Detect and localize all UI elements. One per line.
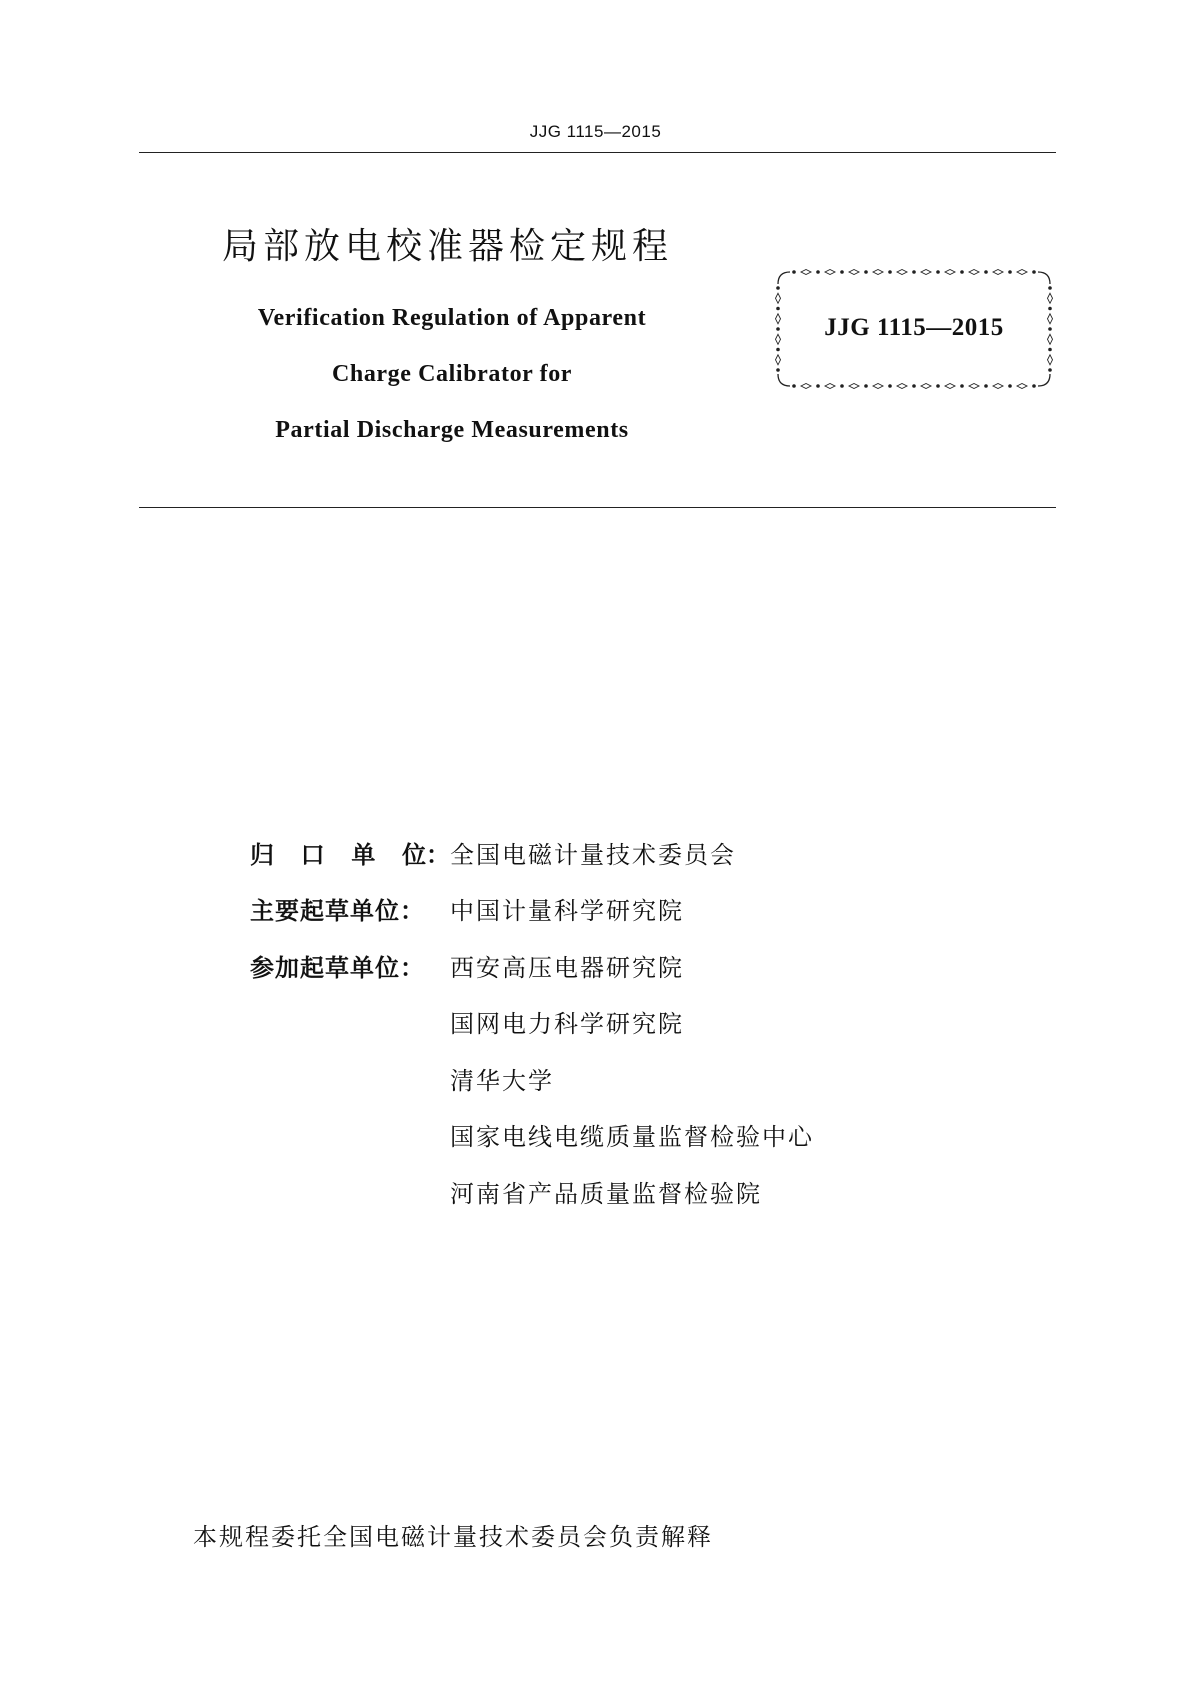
org-row [250, 937, 814, 994]
org-row [250, 881, 814, 938]
org-row [250, 1050, 814, 1107]
chinese-title: 局部放电校准器检定规程 [222, 226, 674, 267]
org-row [250, 1107, 814, 1164]
org-value: 河南省产品质量监督检验院 [450, 1179, 762, 1208]
org-label-char: 口 [300, 840, 325, 869]
org-label-char: 位： [401, 840, 450, 869]
org-value: 中国计量科学研究院 [450, 897, 684, 926]
english-title-line: Charge Calibrator for [331, 361, 573, 387]
org-row [250, 994, 814, 1051]
org-label-char: 归 [250, 840, 274, 869]
org-row [250, 1163, 814, 1220]
org-value: 国家电线电缆质量监督检验中心 [450, 1123, 814, 1152]
org-value: 全国电磁计量技术委员会 [450, 840, 736, 869]
org-label-participating-drafter: 参加起草单位： [250, 953, 425, 982]
org-value: 西安高压电器研究院 [450, 953, 684, 982]
org-label-main-drafter: 主要起草单位： [250, 897, 425, 926]
standard-code-box [774, 268, 1054, 390]
org-label-responsible [250, 835, 450, 870]
english-title-line: Partial Discharge Measurements [275, 417, 629, 443]
org-label-char: 单 [351, 840, 376, 869]
drafting-organizations [250, 824, 814, 1220]
header-rule [139, 152, 1056, 153]
org-value: 国网电力科学研究院 [450, 1010, 684, 1039]
english-title-line: Verification Regulation of Apparent [257, 305, 647, 331]
running-header-code: JJG 1115—2015 [529, 122, 662, 141]
title-rule [139, 507, 1056, 508]
interpretation-note: 本规程委托全国电磁计量技术委员会负责解释 [193, 1523, 713, 1551]
english-title [202, 290, 702, 458]
org-row [250, 824, 814, 881]
org-value: 清华大学 [450, 1066, 554, 1095]
standard-code: JJG 1115—2015 [824, 314, 1004, 341]
